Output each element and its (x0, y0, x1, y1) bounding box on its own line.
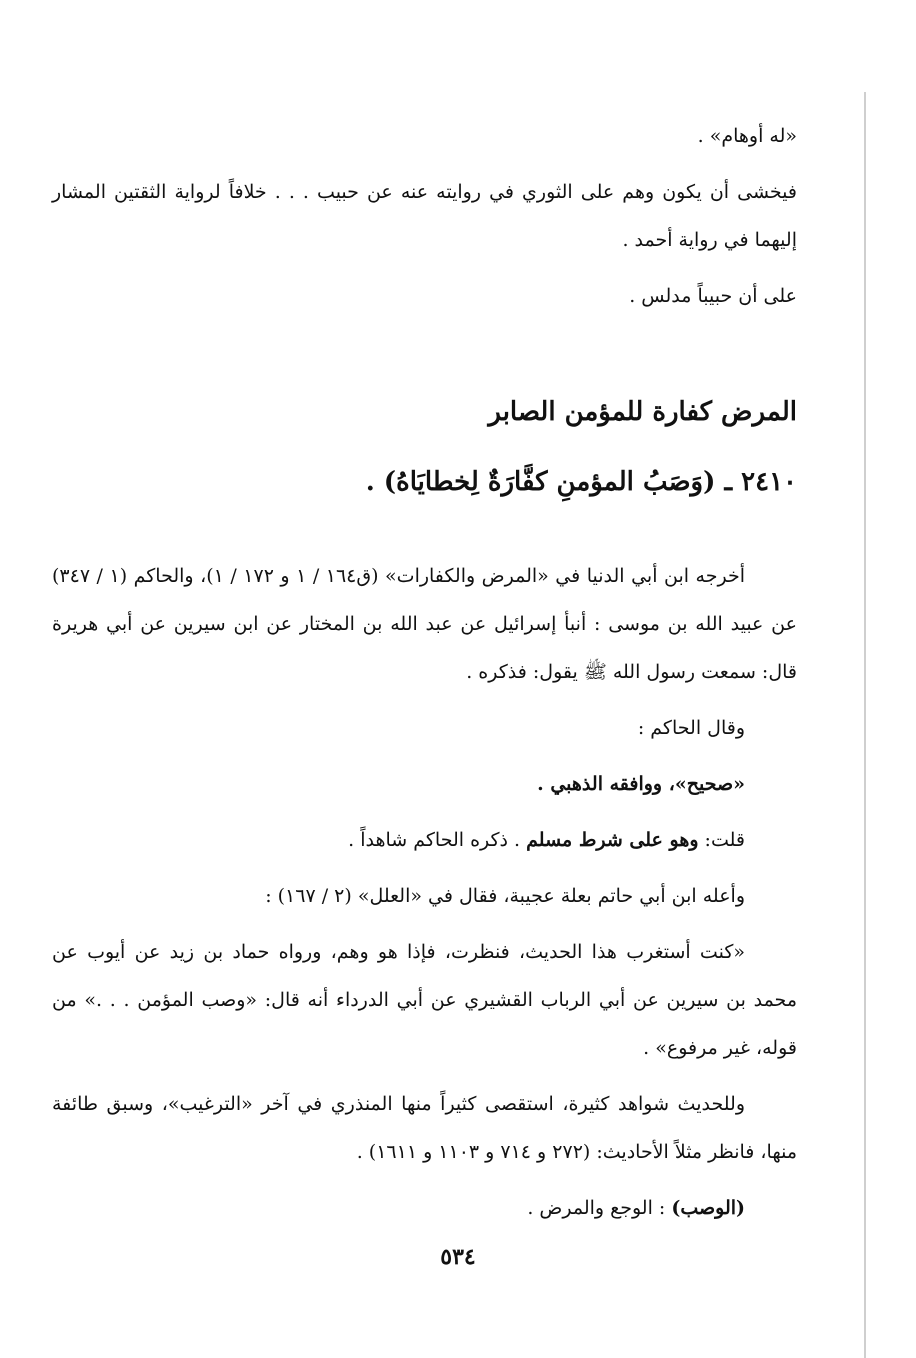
paragraph-qultu (52, 816, 797, 864)
paragraph-shawahid: وللحديث شواهد كثيرة، استقصى كثيراً منها المنذري في آخر «الترغيب»، وسبق طائفة منها، فانظر مثلاً الأحاديث: (٢٧٢ و ٧١٤ و ١١٠٣ و ١٦١١) . (52, 1093, 797, 1163)
paragraph-quote-long: «كنت أستغرب هذا الحديث، فنظرت، فإذا هو وهم، ورواه حماد بن زيد عن أيوب عن محمد بن سيرين عن أبي الرباب القشيري عن أبي الدرداء أنه قال: «وصب المؤمن . . .» من قوله، غير مرفوع» . (52, 941, 797, 1059)
hakim-label: وقال الحاكم : (637, 717, 745, 739)
qultu-prefix: قلت: (698, 829, 745, 851)
hakim-quote: «صحيح»، ووافقه الذهبي . (537, 773, 745, 795)
paragraph-wasab (52, 1184, 797, 1232)
qultu-rest: . ذكره الحاكم شاهداً . (348, 829, 521, 851)
text-line-awham: «له أوهام» . (697, 125, 797, 147)
paragraph-illal: وأعله ابن أبي حاتم بعلة عجيبة، فقال في «العلل» (٢ / ١٦٧) : (265, 885, 745, 907)
paragraph-thawri: فيخشى أن يكون وهم على الثوري في روايته عنه عن حبيب . . . خلافاً لرواية الثقتين المشار إليهما في رواية أحمد . (52, 181, 797, 251)
page-body (52, 112, 797, 1232)
page-number: ٥٣٤ (440, 1244, 476, 1270)
qultu-bold: وهو على شرط مسلم (526, 829, 699, 851)
page-edge-line (864, 92, 866, 1358)
paragraph-takhrij: أخرجه ابن أبي الدنيا في «المرض والكفارات» (ق١٦٤ / ١ و ١٧٢ / ١)، والحاكم (١ / ٣٤٧) عن عبيد الله بن موسى : أنبأ إسرائيل عن عبد الله بن المختار عن ابن سيرين عن أبي هريرة قال: سمعت رسول الله ﷺ يقول: فذكره . (52, 565, 797, 683)
wasab-definition: : الوجع والمرض . (527, 1197, 666, 1219)
section-title: المرض كفارة للمؤمن الصابر (488, 397, 797, 427)
hadith-title: ٢٤١٠ ـ (وَصَبُ المؤمنِ كفَّارَةٌ لِخطايَاهُ) . (365, 467, 797, 497)
wasab-term: (الوصب) (671, 1197, 745, 1219)
paragraph-mudallis: على أن حبيباً مدلس . (629, 285, 797, 307)
